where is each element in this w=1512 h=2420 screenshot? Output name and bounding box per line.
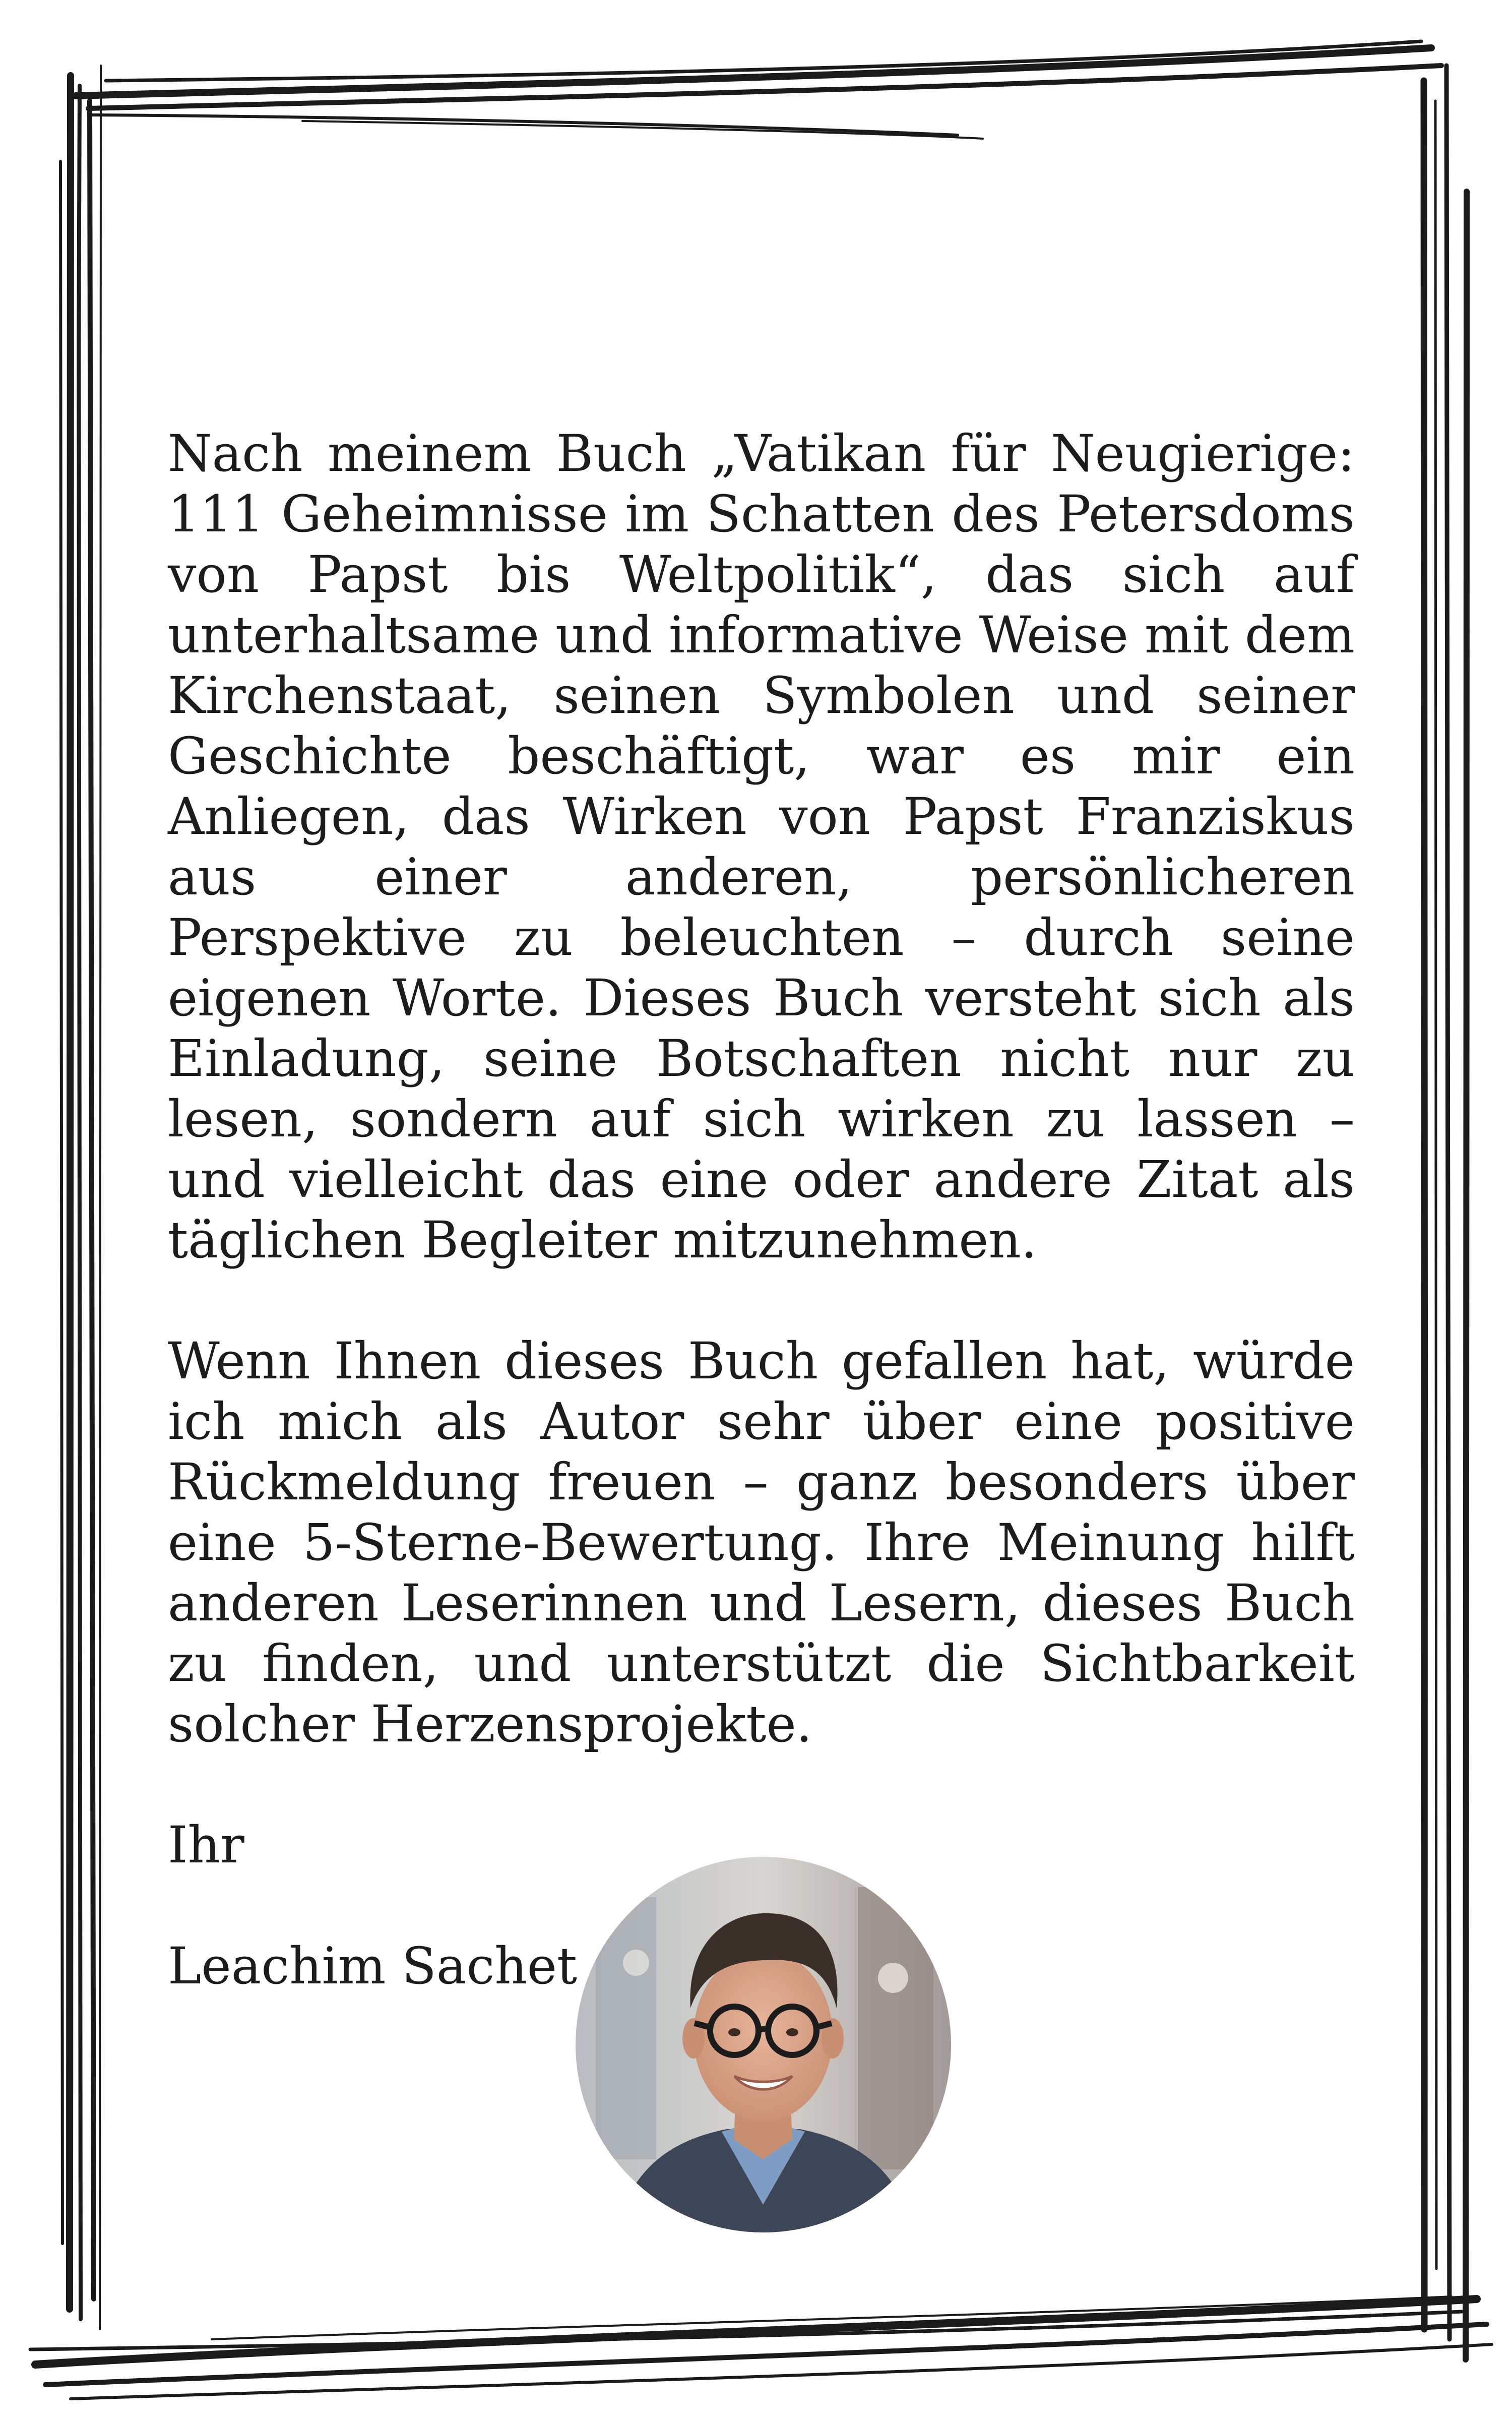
author-portrait (576, 1857, 951, 2232)
letter-body (168, 424, 1355, 1996)
letter-closing: Ihr (168, 1816, 244, 1874)
author-signature: Leachim Sachet (168, 1937, 578, 1995)
author-portrait-icon (576, 1857, 951, 2232)
letter-paragraph-1: Nach meinem Buch „Vatikan für Neugierige: 111 Geheimnisse im Schatten des Petersdoms von Papst bis Weltpolitik“, das sich auf unterhaltsame und informative Weise mit dem Kirchenstaat, seinen Symbolen und seiner Geschichte beschäftigt, war es mir ein Anliegen, das Wirken von Papst Franziskus aus einer anderen, persönlicheren Perspektive zu beleuchten – durch seine eigenen Worte. Dieses Buch versteht sich als Einladung, seine Botschaften nicht nur zu lesen, sondern auf sich wirken zu lassen – und vielleicht das eine oder andere Zitat als täglichen Begleiter mitzunehmen. (168, 424, 1355, 1269)
letter-paragraph-2: Wenn Ihnen dieses Buch gefallen hat, würde ich mich als Autor sehr über eine positive Rückmeldung freuen – ganz besonders über eine 5-Sterne-Bewertung. Ihre Meinung hilft anderen Leserinnen und Lesern, dieses Buch zu finden, und unterstützt die Sichtbarkeit solcher Herzensprojekte. (168, 1332, 1355, 1753)
